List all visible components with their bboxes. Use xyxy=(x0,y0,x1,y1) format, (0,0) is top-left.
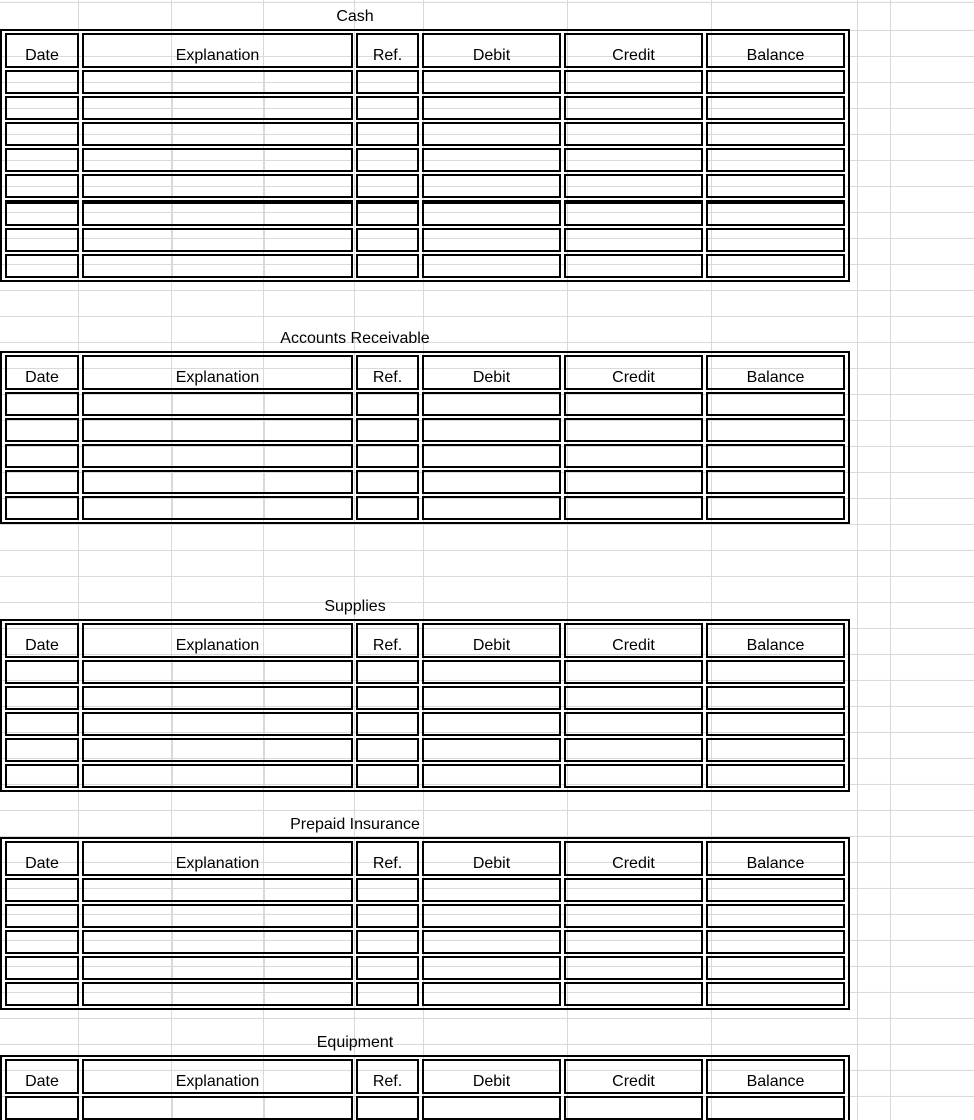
debit-cell[interactable] xyxy=(422,418,561,442)
debit-cell[interactable] xyxy=(422,930,561,954)
credit-cell[interactable] xyxy=(564,878,703,902)
ref-cell[interactable] xyxy=(356,878,419,902)
date-cell[interactable] xyxy=(5,70,79,94)
ref-cell[interactable] xyxy=(356,148,419,172)
ref-cell[interactable] xyxy=(356,200,419,226)
ledger-header-row xyxy=(5,355,845,390)
date-cell[interactable] xyxy=(5,470,79,494)
ledger-title-cash: Cash xyxy=(336,8,374,25)
date-cell[interactable] xyxy=(5,878,79,902)
balance-cell[interactable] xyxy=(706,254,845,278)
column-header-ref: Ref. xyxy=(356,1059,419,1094)
ref-cell[interactable] xyxy=(356,174,419,198)
debit-cell[interactable] xyxy=(422,496,561,520)
ledger-row xyxy=(5,878,845,902)
column-header-debit: Debit xyxy=(422,33,561,68)
ref-cell[interactable] xyxy=(356,660,419,684)
date-cell[interactable] xyxy=(5,686,79,710)
ledger-title-equipment: Equipment xyxy=(316,1034,394,1051)
explanation-cell[interactable] xyxy=(82,392,353,416)
debit-cell[interactable] xyxy=(422,982,561,1006)
debit-cell[interactable] xyxy=(422,904,561,928)
column-header-credit: Credit xyxy=(564,841,703,876)
date-cell[interactable] xyxy=(5,122,79,146)
ledger-table-equipment xyxy=(0,1055,850,1120)
column-header-explanation: Explanation xyxy=(82,355,353,390)
column-header-balance: Balance xyxy=(706,33,845,68)
debit-cell[interactable] xyxy=(422,956,561,980)
explanation-cell[interactable] xyxy=(82,200,353,226)
column-header-explanation: Explanation xyxy=(82,33,353,68)
column-header-date: Date xyxy=(5,1059,79,1094)
balance-cell[interactable] xyxy=(706,470,845,494)
ledger-row xyxy=(5,1096,845,1120)
explanation-cell[interactable] xyxy=(82,956,353,980)
ledger-row xyxy=(5,444,845,468)
credit-cell[interactable] xyxy=(564,956,703,980)
date-cell[interactable] xyxy=(5,418,79,442)
explanation-cell[interactable] xyxy=(82,470,353,494)
ledger-row xyxy=(5,254,845,278)
balance-cell[interactable] xyxy=(706,174,845,198)
ref-cell[interactable] xyxy=(356,254,419,278)
date-cell[interactable] xyxy=(5,228,79,252)
balance-cell[interactable] xyxy=(706,200,845,226)
ref-cell[interactable] xyxy=(356,228,419,252)
ledger-header-row xyxy=(5,33,845,68)
explanation-cell[interactable] xyxy=(82,122,353,146)
column-header-explanation: Explanation xyxy=(82,1059,353,1094)
ledger-table-prepaid-insurance xyxy=(0,837,850,1010)
date-cell[interactable] xyxy=(5,96,79,120)
ledger-header-row xyxy=(5,1059,845,1094)
explanation-cell[interactable] xyxy=(82,712,353,736)
ledger-table-accounts-receivable xyxy=(0,351,850,524)
ref-cell[interactable] xyxy=(356,956,419,980)
debit-cell[interactable] xyxy=(422,122,561,146)
balance-cell[interactable] xyxy=(706,392,845,416)
balance-cell[interactable] xyxy=(706,764,845,788)
date-cell[interactable] xyxy=(5,738,79,762)
credit-cell[interactable] xyxy=(564,228,703,252)
credit-cell[interactable] xyxy=(564,764,703,788)
explanation-cell[interactable] xyxy=(82,174,353,198)
grid-line xyxy=(890,0,891,1120)
debit-cell[interactable] xyxy=(422,228,561,252)
ref-cell[interactable] xyxy=(356,738,419,762)
credit-cell[interactable] xyxy=(564,70,703,94)
column-header-debit: Debit xyxy=(422,355,561,390)
column-header-date: Date xyxy=(5,841,79,876)
column-header-ref: Ref. xyxy=(356,841,419,876)
ref-cell[interactable] xyxy=(356,496,419,520)
ledger-row xyxy=(5,686,845,710)
credit-cell[interactable] xyxy=(564,392,703,416)
explanation-cell[interactable] xyxy=(82,228,353,252)
ledger-row xyxy=(5,496,845,520)
ref-cell[interactable] xyxy=(356,444,419,468)
balance-cell[interactable] xyxy=(706,418,845,442)
ref-cell[interactable] xyxy=(356,982,419,1006)
balance-cell[interactable] xyxy=(706,1096,845,1120)
balance-cell[interactable] xyxy=(706,122,845,146)
column-header-explanation: Explanation xyxy=(82,623,353,658)
date-cell[interactable] xyxy=(5,712,79,736)
ledger-row xyxy=(5,930,845,954)
column-header-credit: Credit xyxy=(564,33,703,68)
column-header-balance: Balance xyxy=(706,1059,845,1094)
credit-cell[interactable] xyxy=(564,122,703,146)
debit-cell[interactable] xyxy=(422,200,561,226)
debit-cell[interactable] xyxy=(422,174,561,198)
credit-cell[interactable] xyxy=(564,470,703,494)
credit-cell[interactable] xyxy=(564,738,703,762)
credit-cell[interactable] xyxy=(564,174,703,198)
ref-cell[interactable] xyxy=(356,70,419,94)
date-cell[interactable] xyxy=(5,148,79,172)
balance-cell[interactable] xyxy=(706,712,845,736)
date-cell[interactable] xyxy=(5,904,79,928)
debit-cell[interactable] xyxy=(422,254,561,278)
column-header-ref: Ref. xyxy=(356,355,419,390)
credit-cell[interactable] xyxy=(564,148,703,172)
debit-cell[interactable] xyxy=(422,764,561,788)
debit-cell[interactable] xyxy=(422,148,561,172)
balance-cell[interactable] xyxy=(706,686,845,710)
column-header-debit: Debit xyxy=(422,623,561,658)
date-cell[interactable] xyxy=(5,764,79,788)
column-header-credit: Credit xyxy=(564,1059,703,1094)
ref-cell[interactable] xyxy=(356,470,419,494)
ledger-row xyxy=(5,200,845,226)
ledger-row xyxy=(5,122,845,146)
debit-cell[interactable] xyxy=(422,738,561,762)
ref-cell[interactable] xyxy=(356,686,419,710)
balance-cell[interactable] xyxy=(706,70,845,94)
debit-cell[interactable] xyxy=(422,70,561,94)
ledger-row xyxy=(5,96,845,120)
column-header-debit: Debit xyxy=(422,1059,561,1094)
column-header-balance: Balance xyxy=(706,355,845,390)
column-header-ref: Ref. xyxy=(356,623,419,658)
explanation-cell[interactable] xyxy=(82,496,353,520)
balance-cell[interactable] xyxy=(706,148,845,172)
ledger-title-prepaid-insurance: Prepaid Insurance xyxy=(290,816,420,833)
date-cell[interactable] xyxy=(5,930,79,954)
credit-cell[interactable] xyxy=(564,712,703,736)
credit-cell[interactable] xyxy=(564,660,703,684)
column-header-balance: Balance xyxy=(706,841,845,876)
ledger-row xyxy=(5,392,845,416)
debit-cell[interactable] xyxy=(422,444,561,468)
column-header-balance: Balance xyxy=(706,623,845,658)
column-header-credit: Credit xyxy=(564,355,703,390)
ref-cell[interactable] xyxy=(356,122,419,146)
balance-cell[interactable] xyxy=(706,982,845,1006)
ref-cell[interactable] xyxy=(356,418,419,442)
ledger-table-cash xyxy=(0,29,850,282)
explanation-cell[interactable] xyxy=(82,738,353,762)
column-header-explanation: Explanation xyxy=(82,841,353,876)
credit-cell[interactable] xyxy=(564,982,703,1006)
explanation-cell[interactable] xyxy=(82,982,353,1006)
credit-cell[interactable] xyxy=(564,96,703,120)
ref-cell[interactable] xyxy=(356,96,419,120)
debit-cell[interactable] xyxy=(422,392,561,416)
credit-cell[interactable] xyxy=(564,254,703,278)
ledger-title-supplies: Supplies xyxy=(324,598,386,615)
date-cell[interactable] xyxy=(5,660,79,684)
debit-cell[interactable] xyxy=(422,470,561,494)
explanation-cell[interactable] xyxy=(82,930,353,954)
date-cell[interactable] xyxy=(5,254,79,278)
ledger-table-supplies xyxy=(0,619,850,792)
explanation-cell[interactable] xyxy=(82,418,353,442)
ledger-row xyxy=(5,174,845,198)
column-header-debit: Debit xyxy=(422,841,561,876)
balance-cell[interactable] xyxy=(706,96,845,120)
explanation-cell[interactable] xyxy=(82,444,353,468)
ledger-header-row xyxy=(5,841,845,876)
balance-cell[interactable] xyxy=(706,956,845,980)
balance-cell[interactable] xyxy=(706,228,845,252)
date-cell[interactable] xyxy=(5,444,79,468)
credit-cell[interactable] xyxy=(564,930,703,954)
ledger-row xyxy=(5,148,845,172)
ledger-row xyxy=(5,418,845,442)
balance-cell[interactable] xyxy=(706,738,845,762)
column-header-ref: Ref. xyxy=(356,33,419,68)
balance-cell[interactable] xyxy=(706,444,845,468)
explanation-cell[interactable] xyxy=(82,254,353,278)
ledger-row xyxy=(5,70,845,94)
ref-cell[interactable] xyxy=(356,392,419,416)
credit-cell[interactable] xyxy=(564,444,703,468)
credit-cell[interactable] xyxy=(564,418,703,442)
debit-cell[interactable] xyxy=(422,660,561,684)
ledger-row xyxy=(5,982,845,1006)
balance-cell[interactable] xyxy=(706,930,845,954)
balance-cell[interactable] xyxy=(706,878,845,902)
date-cell[interactable] xyxy=(5,200,79,226)
column-header-credit: Credit xyxy=(564,623,703,658)
ref-cell[interactable] xyxy=(356,1096,419,1120)
ledger-row xyxy=(5,660,845,684)
explanation-cell[interactable] xyxy=(82,686,353,710)
credit-cell[interactable] xyxy=(564,686,703,710)
ledger-row xyxy=(5,470,845,494)
credit-cell[interactable] xyxy=(564,1096,703,1120)
ledger-row xyxy=(5,956,845,980)
explanation-cell[interactable] xyxy=(82,96,353,120)
explanation-cell[interactable] xyxy=(82,764,353,788)
ledger-row xyxy=(5,228,845,252)
balance-cell[interactable] xyxy=(706,660,845,684)
date-cell[interactable] xyxy=(5,392,79,416)
explanation-cell[interactable] xyxy=(82,878,353,902)
debit-cell[interactable] xyxy=(422,686,561,710)
grid-line xyxy=(857,0,858,1120)
debit-cell[interactable] xyxy=(422,878,561,902)
explanation-cell[interactable] xyxy=(82,660,353,684)
explanation-cell[interactable] xyxy=(82,904,353,928)
ref-cell[interactable] xyxy=(356,930,419,954)
credit-cell[interactable] xyxy=(564,496,703,520)
ledger-row xyxy=(5,738,845,762)
column-header-date: Date xyxy=(5,33,79,68)
ledger-row xyxy=(5,712,845,736)
ref-cell[interactable] xyxy=(356,904,419,928)
ref-cell[interactable] xyxy=(356,712,419,736)
column-header-date: Date xyxy=(5,623,79,658)
balance-cell[interactable] xyxy=(706,496,845,520)
date-cell[interactable] xyxy=(5,496,79,520)
debit-cell[interactable] xyxy=(422,96,561,120)
explanation-cell[interactable] xyxy=(82,1096,353,1120)
column-header-date: Date xyxy=(5,355,79,390)
explanation-cell[interactable] xyxy=(82,70,353,94)
debit-cell[interactable] xyxy=(422,712,561,736)
credit-cell[interactable] xyxy=(564,904,703,928)
balance-cell[interactable] xyxy=(706,904,845,928)
date-cell[interactable] xyxy=(5,982,79,1006)
debit-cell[interactable] xyxy=(422,1096,561,1120)
explanation-cell[interactable] xyxy=(82,148,353,172)
ledger-row xyxy=(5,904,845,928)
date-cell[interactable] xyxy=(5,1096,79,1120)
date-cell[interactable] xyxy=(5,956,79,980)
date-cell[interactable] xyxy=(5,174,79,198)
ledger-title-accounts-receivable: Accounts Receivable xyxy=(280,330,430,347)
credit-cell[interactable] xyxy=(564,200,703,226)
ledger-row xyxy=(5,764,845,788)
ref-cell[interactable] xyxy=(356,764,419,788)
ledger-header-row xyxy=(5,623,845,658)
